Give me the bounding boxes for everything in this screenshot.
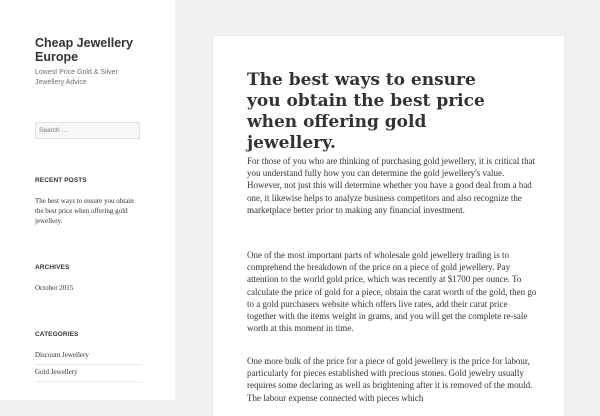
category-item [35, 367, 143, 377]
recent-post-link[interactable]: The best ways to ensure you obtain the best price when offering gold jewellery. [35, 197, 134, 225]
category-link-gold-jewellery[interactable]: Gold Jewellery [35, 368, 78, 376]
post-paragraph-2: One of the most important parts of wholesale gold jewellery trading is to comprehend the breakdown of the price on a piece of gold jewellery. Pay attention to the world gold price, which was recently at $1700 per ounce. To calculate the price of gold for a piece, obtain the carat worth of the gold, then go to a gold purchasers website which offers live rates, add their carat price together with the items weight in grams, and you will get the complete re-sale worth at this moment in time. [247, 250, 537, 334]
post-paragraph-1: For those of you who are thinking of purchasing gold jewellery, it is critical that you understand fully how you can determine the gold jewellery's value. However, not just this will determine whether you have a good deal from a bad one, it likewise helps to analyze business competitors and also recognize the marketplace better prior to making any financial investment. [247, 156, 536, 215]
site-title-link[interactable]: Cheap Jewellery Europe [35, 36, 133, 64]
category-divider [35, 381, 142, 382]
search-input[interactable]: Search … [35, 122, 140, 139]
archive-link-october-2015[interactable]: October 2015 [35, 284, 74, 292]
sidebar [0, 0, 175, 400]
archives-title: ARCHIVES [35, 264, 70, 271]
categories-title: CATEGORIES [35, 331, 79, 338]
recent-posts-title: RECENT POSTS [35, 177, 87, 184]
post-article [213, 36, 564, 416]
post-paragraph-3: One more bulk of the price for a piece of gold jewellery is the price for labour, particularly for pieces established with precious stones. Gold jewelry usually requires some declaring as well as brightening after it is removed of the mould. The labour expense connected with pieces which [247, 356, 533, 403]
recent-posts-list [35, 196, 143, 226]
post-title[interactable]: The best ways to ensure you obtain the best price when offering gold jewellery. [247, 70, 485, 153]
category-divider [35, 364, 142, 365]
archives-list [35, 283, 143, 293]
category-link-discount-jewellery[interactable]: Discount Jewellery [35, 351, 89, 359]
category-item [35, 350, 143, 360]
site-description: Lowest Price Gold & Silver Jewellery Advice [35, 69, 118, 86]
